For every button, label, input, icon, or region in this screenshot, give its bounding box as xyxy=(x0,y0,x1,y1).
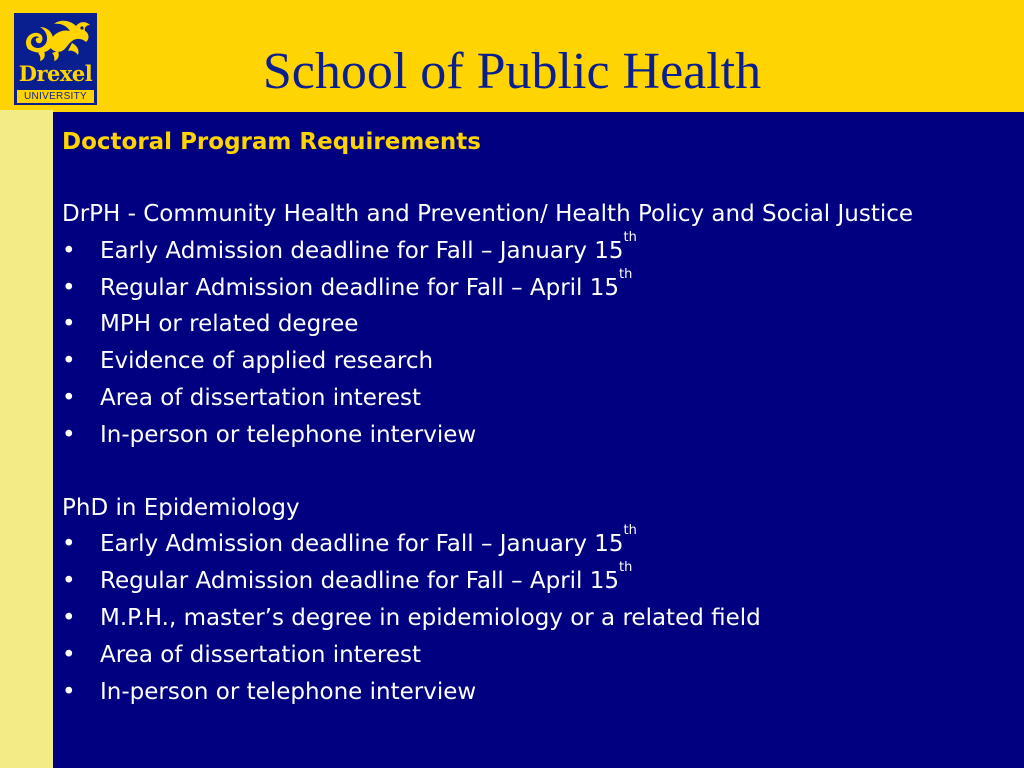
program-title: PhD in Epidemiology xyxy=(62,494,300,521)
list-item xyxy=(62,523,982,563)
list-item xyxy=(62,229,982,270)
slide-content xyxy=(62,124,982,710)
list-item-text: Area of dissertation interest xyxy=(100,641,422,668)
ordinal-suffix: th xyxy=(623,229,637,245)
ordinal-suffix: th xyxy=(623,523,637,539)
ordinal-suffix: th xyxy=(619,266,633,282)
bullet-icon: • xyxy=(62,678,76,705)
logo-wordmark: Drexel xyxy=(18,61,93,86)
list-item xyxy=(62,560,982,600)
bullet-icon: • xyxy=(62,348,76,375)
list-item-text: Area of dissertation interest xyxy=(100,384,422,411)
list-item xyxy=(62,266,982,307)
list-item-text: In-person or telephone interview xyxy=(100,678,477,705)
bullet-icon: • xyxy=(62,641,76,668)
list-item-text: M.P.H., master’s degree in epidemiology or a related field xyxy=(100,604,761,631)
list-item xyxy=(62,343,982,380)
list-item-text: Regular Admission deadline for Fall – April 15 xyxy=(100,274,620,301)
list-item xyxy=(62,306,982,343)
list-item xyxy=(62,600,982,637)
list-item xyxy=(62,380,982,417)
ordinal-suffix: th xyxy=(619,560,633,576)
side-strip xyxy=(0,110,53,768)
bullet-icon: • xyxy=(62,531,76,558)
bullet-icon: • xyxy=(62,604,76,631)
list-item-text: Evidence of applied research xyxy=(100,348,434,375)
list-item xyxy=(62,674,982,711)
program-title: DrPH - Community Health and Prevention/ Health Policy and Social Justice xyxy=(62,201,914,227)
bullet-icon: • xyxy=(62,421,76,448)
list-item xyxy=(62,637,982,674)
bullet-icon: • xyxy=(62,311,76,338)
program-drph xyxy=(62,196,982,454)
list-item-text: Early Admission deadline for Fall – January 15 xyxy=(100,237,624,264)
bullet-icon: • xyxy=(62,237,76,264)
page-title-text: School of Public Health xyxy=(262,43,762,100)
spacer xyxy=(62,160,982,196)
bullet-icon: • xyxy=(62,274,76,301)
page-title xyxy=(0,42,1024,102)
header-bar xyxy=(0,0,1024,110)
logo-subtitle: UNIVERSITY xyxy=(17,90,94,103)
list-item-text: MPH or related degree xyxy=(100,311,359,338)
list-item-text: Regular Admission deadline for Fall – April 15 xyxy=(100,568,620,595)
bullet-icon: • xyxy=(62,384,76,411)
list-item-text: Early Admission deadline for Fall – January 15 xyxy=(100,531,624,558)
list-item xyxy=(62,417,982,454)
program-phd xyxy=(62,490,982,711)
spacer xyxy=(62,454,982,490)
list-item-text: In-person or telephone interview xyxy=(100,421,477,448)
header-divider xyxy=(53,110,1024,112)
bullet-icon: • xyxy=(62,568,76,595)
section-heading: Doctoral Program Requirements xyxy=(62,129,481,155)
